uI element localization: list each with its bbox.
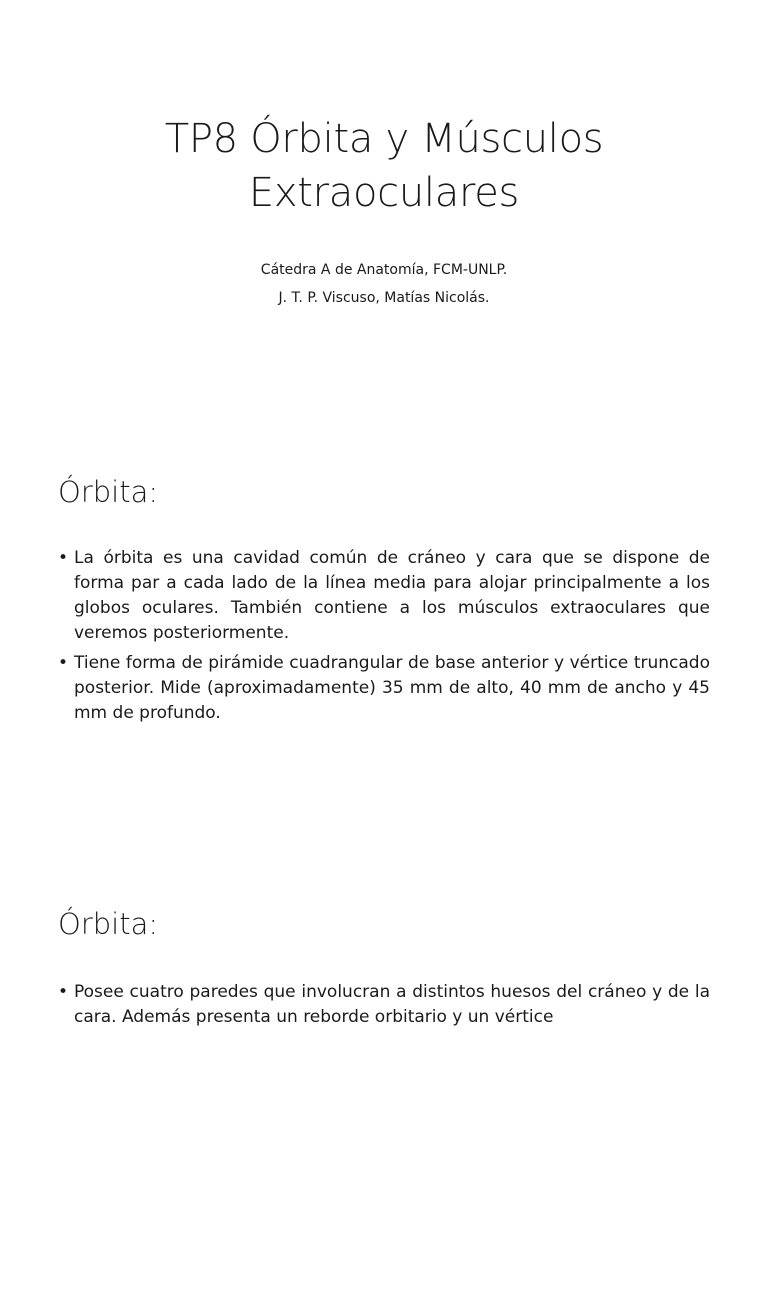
bullet-list — [58, 546, 710, 731]
bullet-item — [58, 651, 710, 726]
bullet-text: Tiene forma de pirámide cuadrangular de base anterior y vértice truncado posterior. Mide (aproximadamente) 35 mm de alto, 40 mm de ancho y 45 mm de profundo. — [74, 653, 710, 723]
bullet-list — [58, 980, 710, 1035]
subtitle-line-1: Cátedra A de Anatomía, FCM-UNLP. — [260, 262, 508, 278]
bullet-item — [58, 980, 710, 1030]
bullet-text: La órbita es una cavidad común de cráneo y cara que se dispone de forma par a cada lado de la línea media para alojar principalmente a los globos oculares. También contiene a los músculos extraoculares que veremos posteriormente. — [74, 548, 710, 643]
title-line-1: TP8 Órbita y Músculos — [164, 116, 604, 162]
presentation-subtitle — [0, 256, 768, 312]
slide-heading: Órbita: — [58, 907, 159, 941]
title-line-2: Extraoculares — [248, 170, 520, 216]
presentation-title — [0, 112, 768, 220]
bullet-dot-icon: • — [58, 653, 69, 673]
bullet-dot-icon: • — [58, 548, 69, 568]
bullet-text: Posee cuatro paredes que involucran a distintos huesos del cráneo y de la cara. Además presenta un reborde orbitario y un vértice — [74, 982, 710, 1027]
slide-orbita-1 — [0, 432, 768, 864]
slide-orbita-2 — [0, 864, 768, 1296]
subtitle-line-2: J. T. P. Viscuso, Matías Nicolás. — [278, 290, 490, 306]
bullet-dot-icon: • — [58, 982, 69, 1002]
title-slide — [0, 0, 768, 432]
bullet-item — [58, 546, 710, 646]
slide-heading: Órbita: — [58, 475, 159, 509]
